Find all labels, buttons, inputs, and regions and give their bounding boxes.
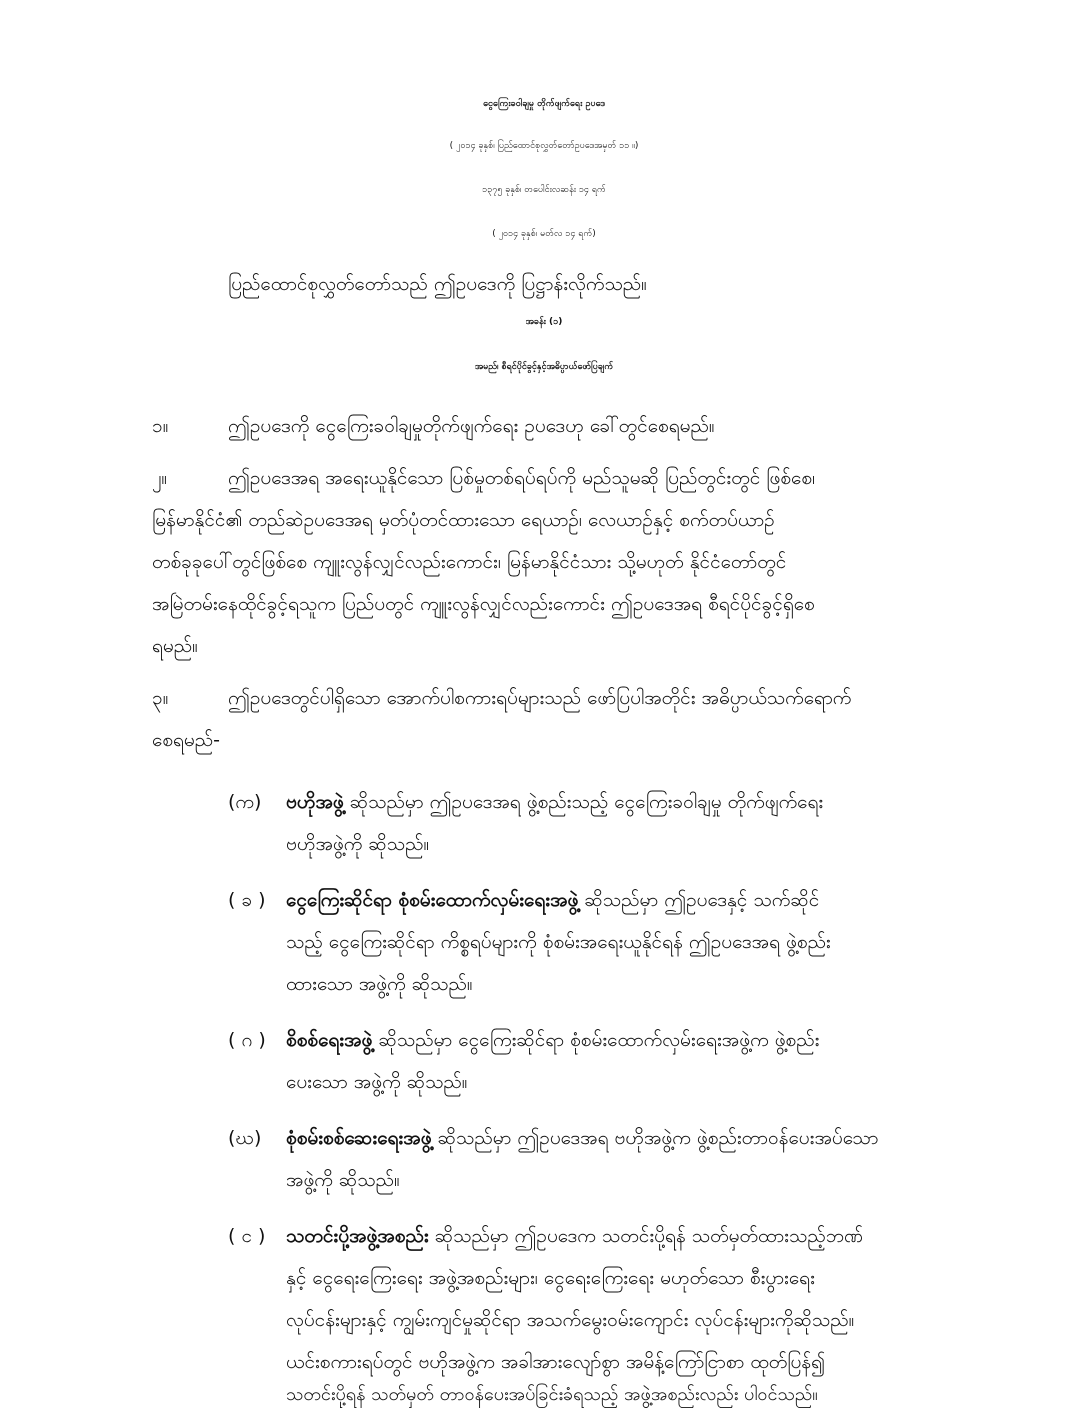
definition-line: ယင်းစကားရပ်တွင် ဗဟိုအဖွဲ့က အခါအားလျော်စွာ အမိန့်ကြော်ငြာစာ ထုတ်ပြန်၍ [286,1351,826,1373]
definition-line [286,1028,819,1056]
definition-marker: (ဃ) [228,1127,262,1149]
enactment-clause: ပြည်ထောင်စုလွှတ်တော်သည် ဤဥပဒေကို ပြဋ္ဌာန်းလိုက်သည်။ [228,273,647,295]
definition-text: ဆိုသည်မှာ ဤဥပဒေနှင့် သက်ဆိုင် [578,889,820,911]
section-line: စေရမည်- [152,729,220,751]
section-line: ဤဥပဒေကို ငွေကြေးခဝါချမှုတိုက်ဖျက်ရေး ဥပဒေဟု ခေါ်တွင်စေရမည်။ [228,415,715,437]
definition-term: သတင်းပို့အဖွဲ့အစည်း [286,1225,429,1247]
section-line: မြန်မာနိုင်ငံ၏ တည်ဆဲဥပဒေအရ မှတ်ပုံတင်ထားသော ရေယာဉ်၊ လေယာဉ်နှင့် စက်တပ်ယာဉ် [152,509,775,531]
definition-line [286,1126,878,1154]
definition-line: လုပ်ငန်းများနှင့် ကျွမ်းကျင်မှုဆိုင်ရာ အသက်မွေးဝမ်းကျောင်း လုပ်ငန်းများကိုဆိုသည်။ [286,1309,855,1331]
definition-text: ဆိုသည်မှာ ငွေကြေးဆိုင်ရာ စုံစမ်းထောက်လှမ်းရေးအဖွဲ့က ဖွဲ့စည်း [372,1029,820,1051]
law-title: ငွေကြေးခဝါချမှု တိုက်ဖျက်ရေး ဥပဒေ [483,99,605,109]
definition-line: သတင်းပို့ရန် သတ်မှတ် တာဝန်ပေးအပ်ခြင်းခံရသည့် အဖွဲ့အစည်းလည်း ပါဝင်သည်။ [286,1384,818,1405]
section-number: ၃။ [152,687,169,709]
section-line: အမြဲတမ်းနေထိုင်ခွင့်ရသူက ပြည်ပတွင် ကျူးလွန်လျှင်လည်းကောင်း ဤဥပဒေအရ စီရင်ပိုင်ခွင့်ရှိစေ [152,593,815,615]
definition-text: ဆိုသည်မှာ ဤဥပဒေက သတင်းပို့ရန် သတ်မှတ်ထားသည့်ဘဏ် [428,1225,864,1247]
definition-marker: (က) [228,791,262,813]
definition-line: ထားသော အဖွဲ့ကို ဆိုသည်။ [286,973,473,995]
chapter-title: အမည်၊ စီရင်ပိုင်ခွင့်နှင့်အဓိပ္ပာယ်ဖော်ပြချက် [474,362,614,372]
gregorian-date: ( ၂၀၁၄ ခုနှစ်၊ မတ်လ ၁၄ ရက်) [492,229,596,239]
myanmar-date: ၁၃၇၅ ခုနှစ်၊ တပေါင်းလဆန်း ၁၄ ရက် [482,185,606,195]
chapter-label: အခန်း (၁) [525,317,563,327]
definition-term: ငွေကြေးဆိုင်ရာ စုံစမ်းထောက်လှမ်းရေးအဖွဲ့ [286,889,579,911]
definition-line: ဗဟိုအဖွဲ့ကို ဆိုသည်။ [286,833,430,855]
definition-line [286,888,819,916]
definition-line [286,1224,863,1252]
definition-marker: ( ခ ) [228,889,266,911]
section-line: ရမည်။ [152,635,198,657]
definition-text: ဆိုသည်မှာ ဤဥပဒေအရ ဖွဲ့စည်းသည့် ငွေကြေးခဝါချမှု တိုက်ဖျက်ရေး [343,791,824,813]
definition-line [286,790,823,818]
definition-marker: ( င ) [228,1225,266,1247]
law-number: ( ၂၀၁၄ ခုနှစ်၊ ပြည်ထောင်စုလွှတ်တော်ဥပဒေအမှတ် ၁၁ ။) [449,141,639,151]
section-line: တစ်ခုခုပေါ်တွင်ဖြစ်စေ ကျူးလွန်လျှင်လည်းကောင်း၊ မြန်မာနိုင်ငံသား သို့မဟုတ် နိုင်ငံတော်တွင် [152,551,787,573]
definition-line: အဖွဲ့ကို ဆိုသည်။ [286,1169,400,1191]
section-line: ဤဥပဒေတွင်ပါရှိသော အောက်ပါစကားရပ်များသည် ဖော်ပြပါအတိုင်း အဓိပ္ပာယ်သက်ရောက် [228,687,852,709]
section-number: ၂။ [152,467,168,489]
definition-term: စိစစ်ရေးအဖွဲ့ [286,1029,373,1051]
definition-term: ဗဟိုအဖွဲ့ [286,791,344,813]
section-line: ဤဥပဒေအရ အရေးယူနိုင်သော ပြစ်မှုတစ်ရပ်ရပ်ကို မည်သူမဆို ပြည်တွင်းတွင် ဖြစ်စေ၊ [228,467,816,489]
definition-text: ဆိုသည်မှာ ဤဥပဒေအရ ဗဟိုအဖွဲ့က ဖွဲ့စည်းတာဝန်ပေးအပ်သော [431,1127,879,1149]
definition-marker: ( ဂ ) [228,1029,266,1051]
definition-line: နှင့် ငွေရေးကြေးရေး အဖွဲ့အစည်းများ၊ ငွေရေးကြေးရေး မဟုတ်သော စီးပွားရေး [286,1267,815,1289]
definition-line: သည့် ငွေကြေးဆိုင်ရာ ကိစ္စရပ်များကို စုံစမ်းအရေးယူနိုင်ရန် ဤဥပဒေအရ ဖွဲ့စည်း [286,931,831,953]
definition-term: စုံစမ်းစစ်ဆေးရေးအဖွဲ့ [286,1127,432,1149]
definition-line: ပေးသော အဖွဲ့ကို ဆိုသည်။ [286,1071,468,1093]
section-number: ၁။ [152,415,169,437]
